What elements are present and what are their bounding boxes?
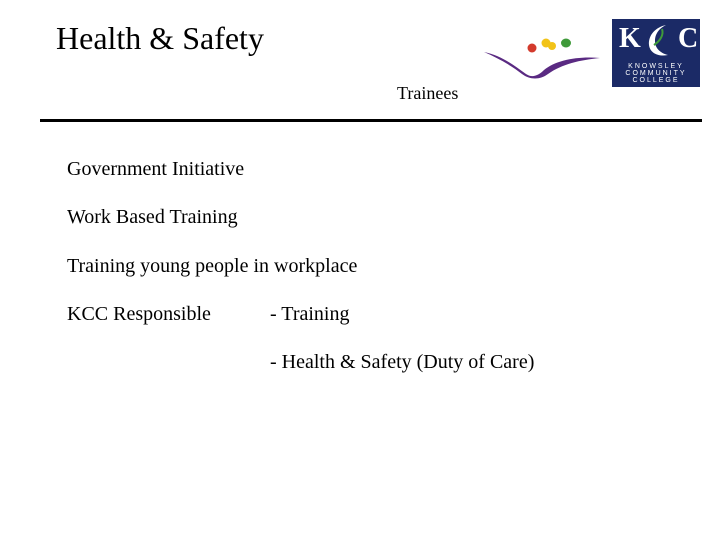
responsibility-item: - Training (270, 303, 350, 325)
logo-line-1: KNOWSLEY (628, 63, 684, 70)
slide-subtitle: Trainees (397, 83, 459, 103)
header-divider (40, 119, 702, 122)
logo-line-2: COMMUNITY (625, 70, 687, 77)
logo-letter-c: C (678, 23, 699, 54)
leaf-c-icon (642, 19, 674, 61)
swoosh-shape (484, 52, 600, 79)
logo-line-3: COLLEGE (632, 77, 680, 84)
logo-letter-k: K (619, 23, 641, 54)
bullet-item: KCC Responsible (67, 303, 211, 325)
responsibility-item: - Health & Safety (Duty of Care) (270, 351, 535, 373)
bullet-item: Work Based Training (67, 206, 238, 228)
red-dot (528, 44, 537, 53)
logo-wordmark (616, 63, 696, 84)
kcc-college-logo (612, 19, 700, 87)
bullet-item: Government Initiative (67, 158, 245, 180)
yellow-dot-2 (548, 42, 556, 50)
bullet-item: Training young people in workplace (67, 255, 358, 277)
green-leaf (561, 39, 571, 48)
swoosh-logo-icon (482, 34, 602, 80)
slide-title: Health & Safety (56, 20, 264, 56)
